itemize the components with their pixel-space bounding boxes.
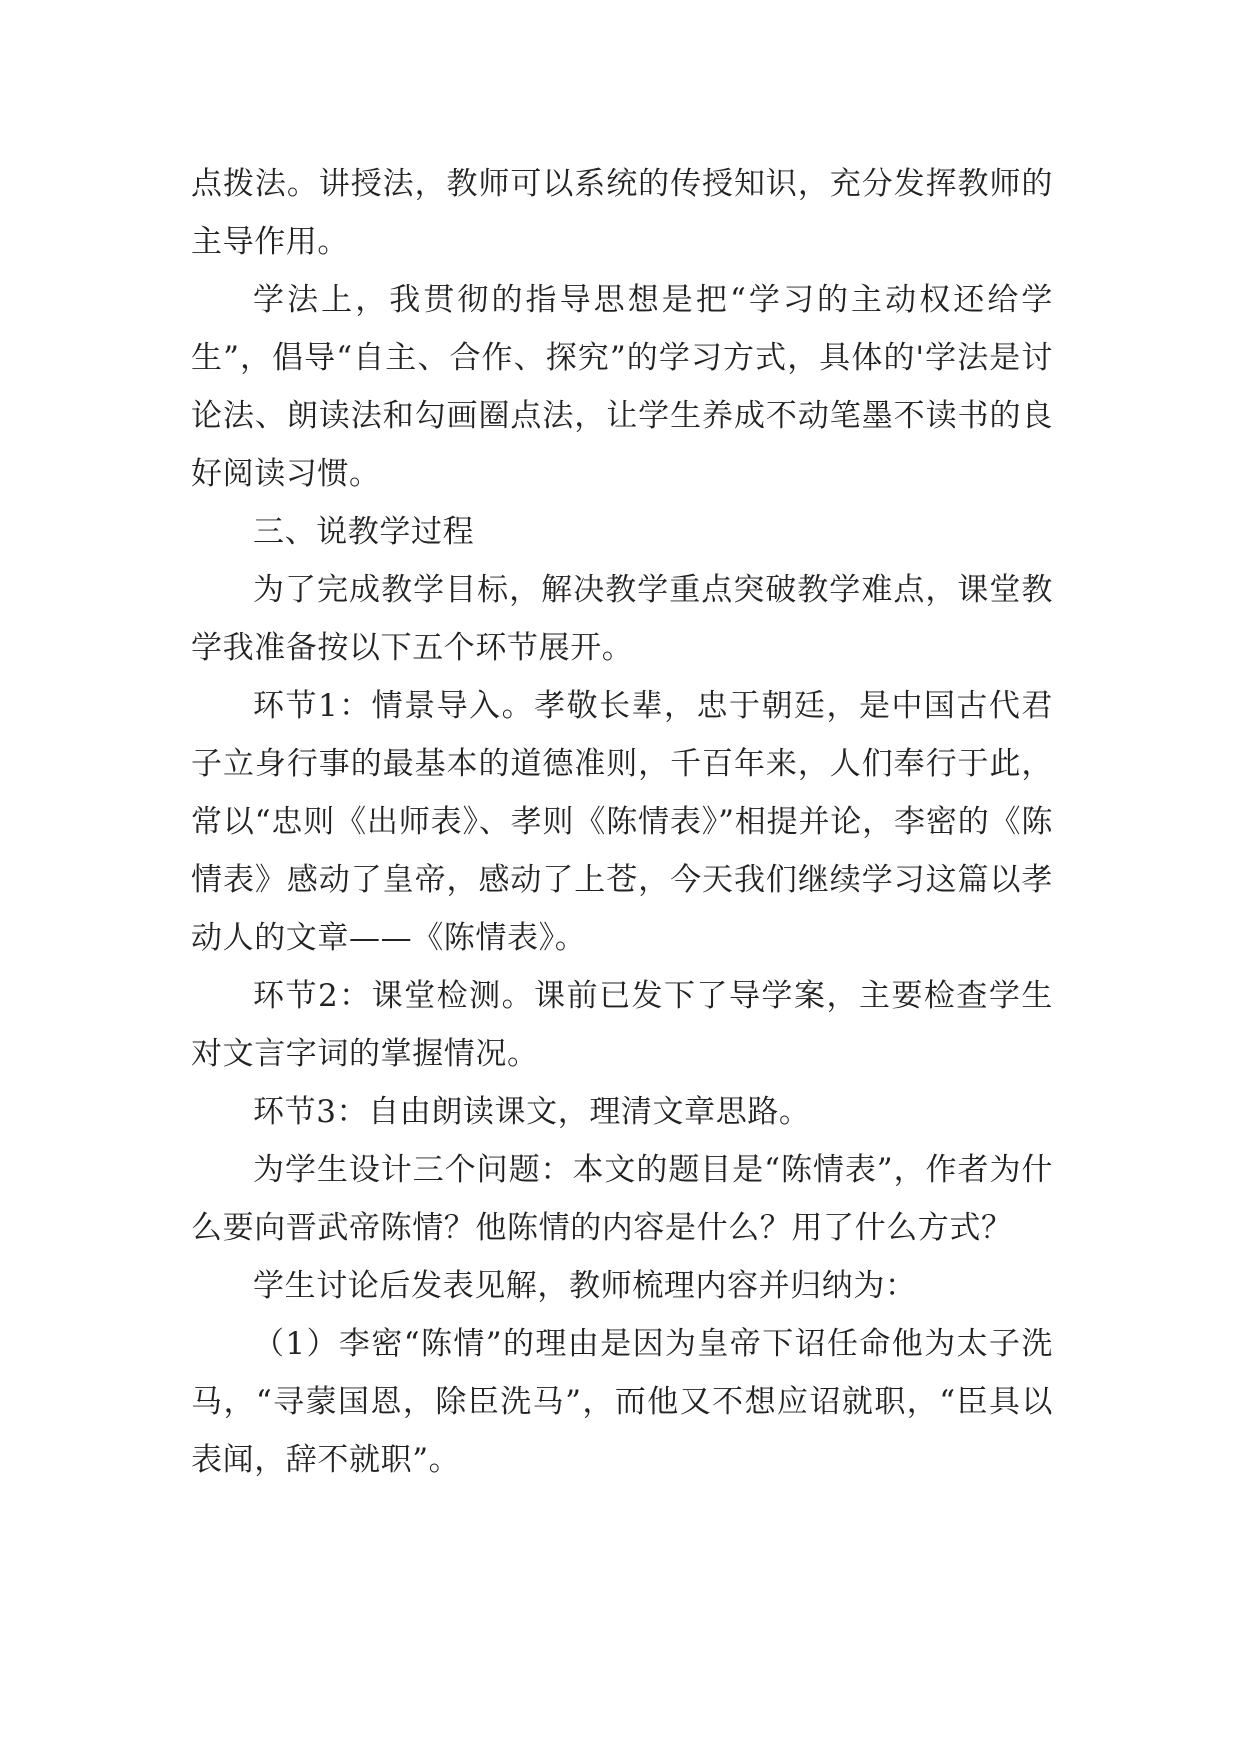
paragraph-questions: 为学生设计三个问题：本文的题目是“陈情表”，作者为什么要向晋武帝陈情？他陈情的内容是什么？用了什么方式？ xyxy=(191,1152,1053,1246)
paragraph-study-method: 学法上，我贯彻的指导思想是把“学习的主动权还给学生”，倡导“自主、合作、探究”的学习方式，具体的'学法是讨论法、朗读法和勾画圈点法，让学生养成不动笔墨不读书的良好阅读习惯。 xyxy=(191,282,1053,492)
paragraph-step-2: 环节2：课堂检测。课前已发下了导学案，主要检查学生对文言字词的掌握情况。 xyxy=(191,978,1053,1072)
paragraph-step-1: 环节1：情景导入。孝敬长辈，忠于朝廷，是中国古代君子立身行事的最基本的道德准则，千百年来，人们奉行于此，常以“忠则《出师表》、孝则《陈情表》”相提并论，李密的《陈情表》感动了皇帝，感动了上苍，今天我们继续学习这篇以孝动人的文章——《陈情表》。 xyxy=(191,688,1053,956)
paragraph-point-1: （1）李密“陈情”的理由是因为皇帝下诏任命他为太子洗马，“寻蒙国恩，除臣洗马”，而他又不想应诏就职，“臣具以表闻，辞不就职”。 xyxy=(191,1326,1053,1478)
paragraph-summary-intro: 学生讨论后发表见解，教师梳理内容并归纳为： xyxy=(253,1268,917,1304)
paragraph-continuation: 点拨法。讲授法，教师可以系统的传授知识，充分发挥教师的主导作用。 xyxy=(191,166,1053,260)
section-heading-teaching-process: 三、说教学过程 xyxy=(253,514,475,550)
paragraph-step-3: 环节3：自由朗读课文，理清文章思路。 xyxy=(253,1094,811,1130)
paragraph-teaching-goal: 为了完成教学目标，解决教学重点突破教学难点，课堂教学我准备按以下五个环节展开。 xyxy=(191,572,1053,666)
document-body xyxy=(191,155,1053,1489)
